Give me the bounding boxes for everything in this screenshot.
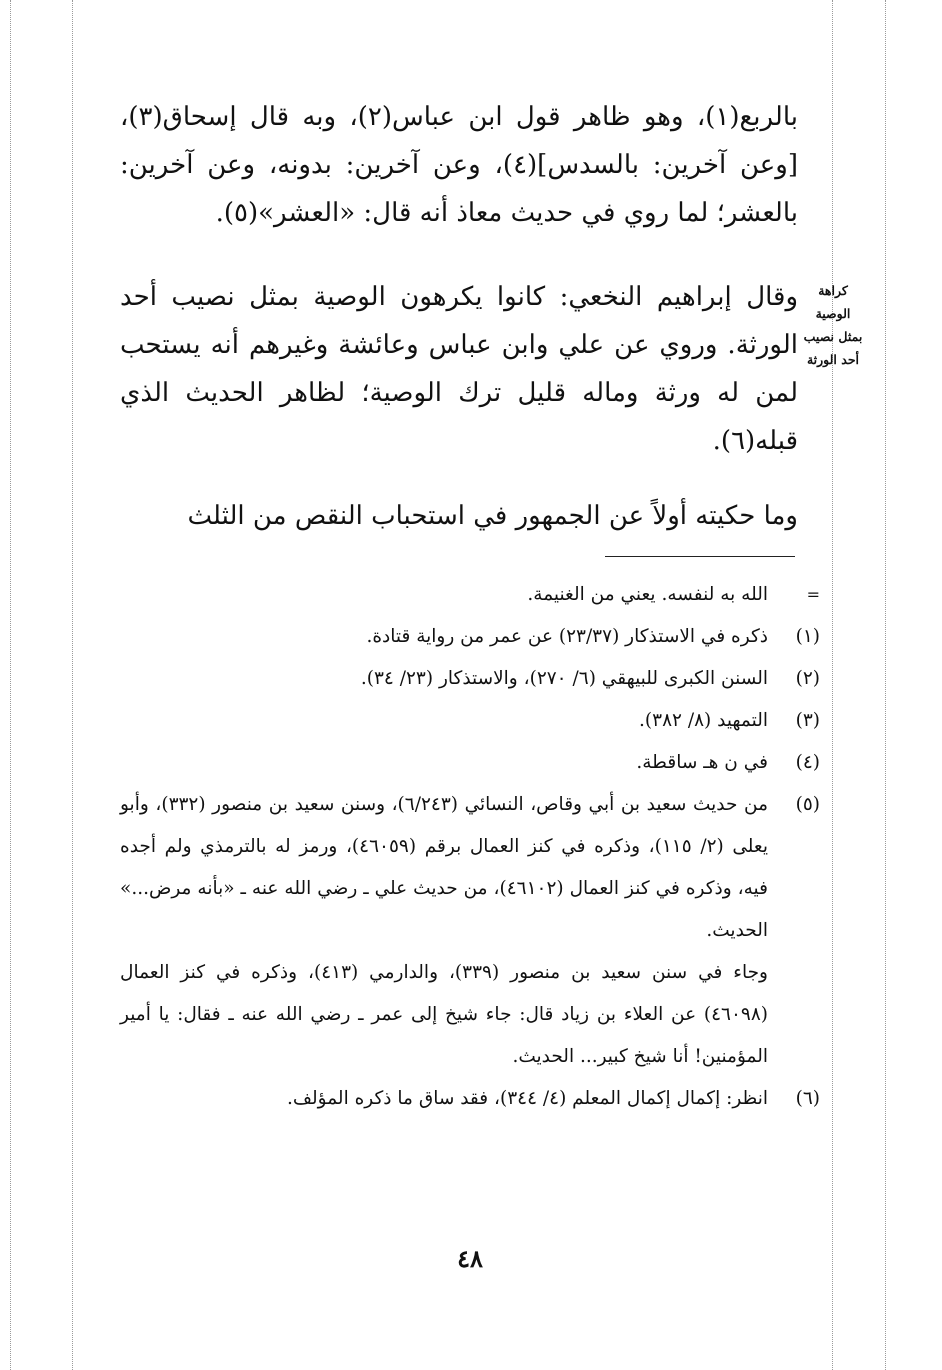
footnote-text: الله به لنفسه. يعني من الغنيمة. xyxy=(527,584,768,605)
footnote-number: (١) xyxy=(795,626,820,647)
footnote-item xyxy=(120,952,820,1078)
body-paragraph: بالربع(١)، وهو ظاهر قول ابن عباس(٢)، وبه قال إسحاق(٣)، [وعن آخرين: بالسدس](٤)، وعن آخرين: بدونه، وعن آخرين: بالعشر؛ لما روي في حديث معاذ أنه قال: «العشر»(٥). xyxy=(120,102,798,228)
main-text-block xyxy=(120,273,798,465)
main-text-block xyxy=(120,93,798,237)
footnote-number: (٦) xyxy=(795,1088,820,1109)
footnote-text: من حديث سعيد بن أبي وقاص، النسائي (٦/٢٤٣)، وسنن سعيد بن منصور (٣٣٢)، وأبو يعلى (٢/ ١١٥)، وذكره في كنز العمال برقم (٤٦٠٥٩)، ورمز له بالترمذي ولم أجده فيه، وذكره في كنز العمال (٤٦١٠٢)، من حديث علي ـ رضي الله عنه ـ «بأنه مرض...» الحديث. xyxy=(120,794,768,941)
footnote-text: وجاء في سنن سعيد بن منصور (٣٣٩)، والدارمي (٤١٣)، وذكره في كنز العمال (٤٦٠٩٨) عن العلاء بن زياد قال: جاء شيخ إلى عمر ـ رضي الله عنه ـ فقال: يا أمير المؤمنين! أنا شيخ كبير... الحديث. xyxy=(120,962,768,1067)
margin-heading-line: كراهة الوصية xyxy=(815,283,851,321)
margin-heading-line: أحد الورثة xyxy=(806,352,860,367)
footnote-number: (٥) xyxy=(795,794,820,815)
footnote-item xyxy=(120,658,820,700)
footnote-item xyxy=(120,700,820,742)
footnote-continuation xyxy=(120,574,820,616)
footnote-item xyxy=(120,742,820,784)
footnotes-section xyxy=(120,574,820,1120)
footnote-item xyxy=(120,616,820,658)
continuation-marker: = xyxy=(806,585,820,604)
margin-heading-line: بمثل نصيب xyxy=(803,329,863,344)
page-guide-line xyxy=(885,0,886,1370)
page-guide-line xyxy=(72,0,73,1370)
footnote-item xyxy=(120,1078,820,1120)
footnote-text: ذكره في الاستذكار (٢٣/٣٧) عن عمر من رواية قتادة. xyxy=(366,626,768,647)
page-number: ٤٨ xyxy=(457,1244,483,1273)
footnote-text: السنن الكبرى للبيهقي (٦/ ٢٧٠)، والاستذكار (٢٣/ ٣٤). xyxy=(360,668,768,689)
footnote-separator xyxy=(605,556,795,557)
footnote-number: (٢) xyxy=(795,668,820,689)
page-guide-line xyxy=(10,0,11,1370)
footnote-number: (٣) xyxy=(795,710,820,731)
footnote-text: التمهيد (٨/ ٣٨٢). xyxy=(639,710,768,731)
margin-heading xyxy=(800,279,866,371)
footnote-text: انظر: إكمال إكمال المعلم (٤/ ٣٤٤)، فقد ساق ما ذكره المؤلف. xyxy=(287,1088,768,1109)
page-guide-line xyxy=(832,0,833,1370)
body-paragraph: وما حكيته أولاً عن الجمهور في استحباب النقص من الثلث xyxy=(187,501,798,531)
footnote-text: في ن هـ ساقطة. xyxy=(636,752,768,773)
body-paragraph: وقال إبراهيم النخعي: كانوا يكرهون الوصية بمثل نصيب أحد الورثة. وروي عن علي وابن عباس وعائشة وغيرهم أنه يستحب لمن له ورثة وماله قليل ترك الوصية؛ لظاهر الحديث الذي قبله(٦). xyxy=(120,282,798,456)
main-text-block xyxy=(120,492,798,540)
footnote-item xyxy=(120,784,820,952)
footnote-number: (٤) xyxy=(795,752,820,773)
